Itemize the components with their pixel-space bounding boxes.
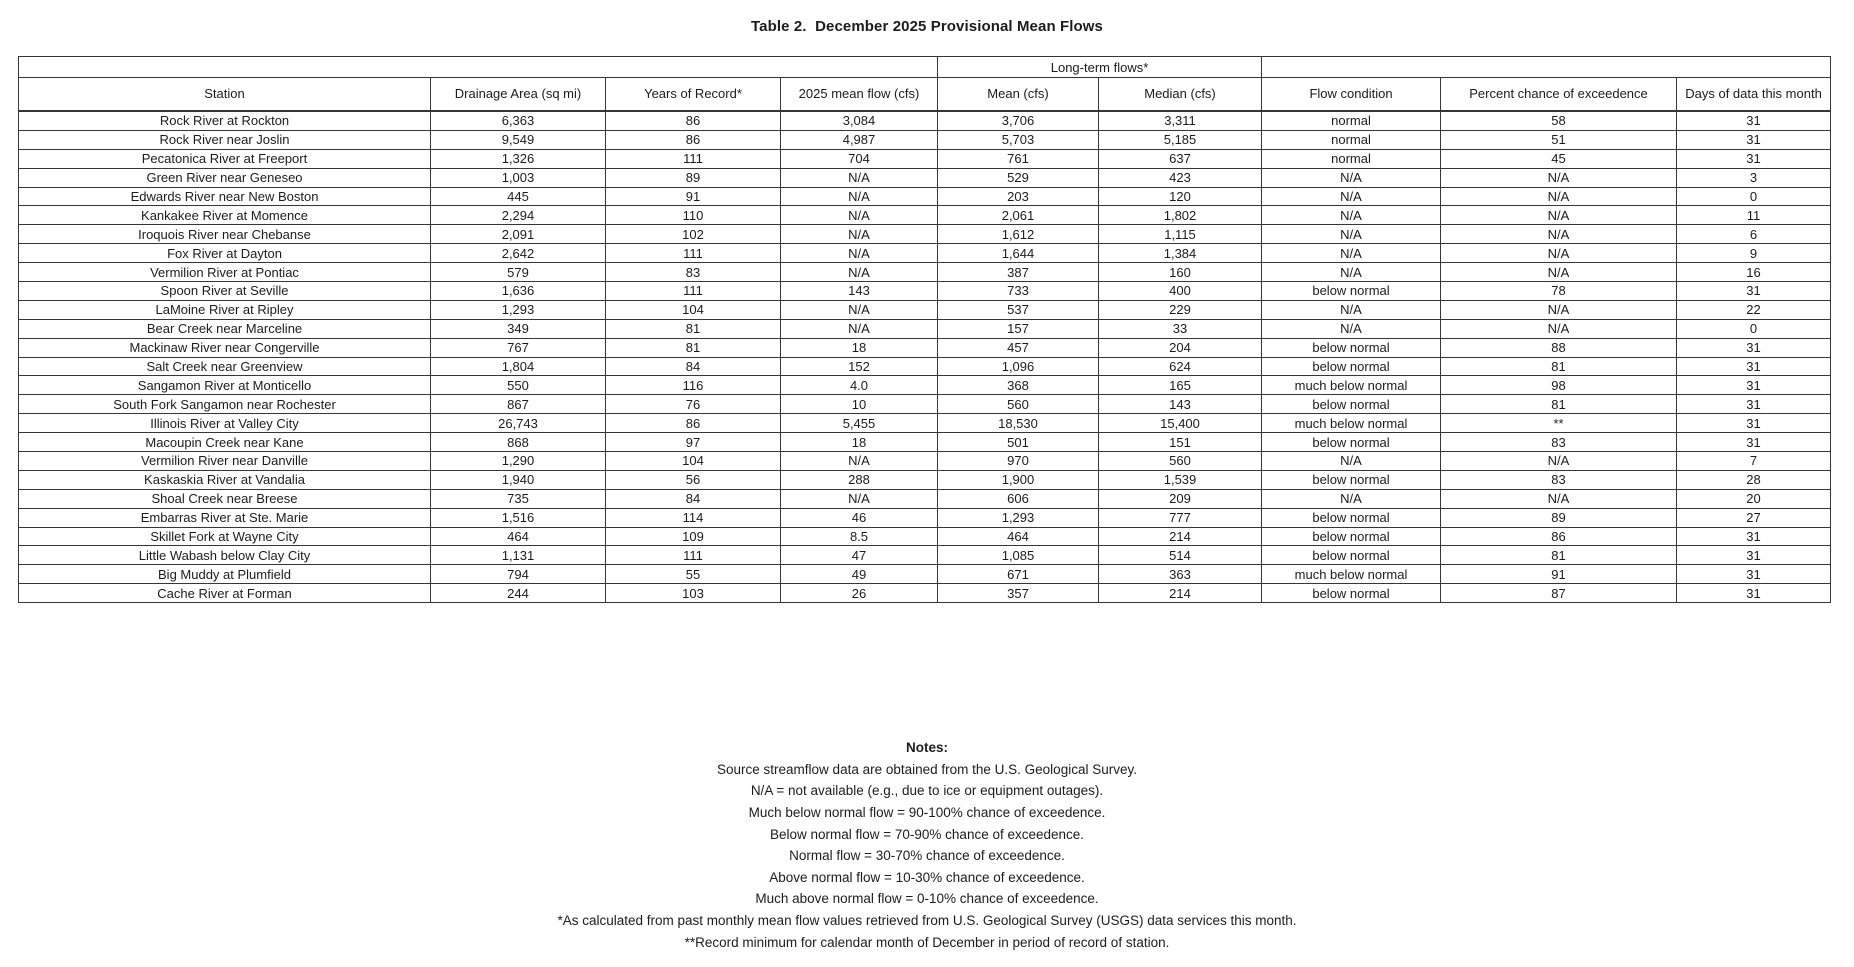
cell-flow-condition: below normal [1262, 508, 1441, 527]
cell-longterm-median: 637 [1099, 149, 1262, 168]
notes-heading: Notes: [905, 740, 948, 756]
cell-years-of-record: 89 [606, 168, 781, 187]
cell-flow-condition: normal [1262, 130, 1441, 149]
cell-longterm-mean: 357 [938, 584, 1099, 603]
cell-years-of-record: 111 [606, 149, 781, 168]
note-line: Normal flow = 30-70% chance of exceedence. [789, 848, 1065, 864]
cell-flow-condition: below normal [1262, 338, 1441, 357]
cell-station: Illinois River at Valley City [19, 414, 431, 433]
group-header-empty-right [1262, 57, 1831, 78]
cell-flow-condition: N/A [1262, 263, 1441, 282]
cell-percent-chance: 89 [1441, 508, 1677, 527]
cell-drainage-area: 1,293 [431, 300, 606, 319]
cell-station: Edwards River near New Boston [19, 187, 431, 206]
cell-mean-flow-2025: N/A [781, 452, 938, 471]
cell-longterm-median: 151 [1099, 433, 1262, 452]
cell-years-of-record: 86 [606, 111, 781, 130]
column-header-days-of-data: Days of data this month [1677, 78, 1831, 112]
cell-station: Fox River at Dayton [19, 244, 431, 263]
cell-station: Vermilion River at Pontiac [19, 263, 431, 282]
cell-mean-flow-2025: 4.0 [781, 376, 938, 395]
group-header-long-term-flows: Long-term flows* [938, 57, 1262, 78]
cell-station: Kaskaskia River at Vandalia [19, 470, 431, 489]
cell-percent-chance: 91 [1441, 565, 1677, 584]
cell-station: South Fork Sangamon near Rochester [19, 395, 431, 414]
cell-days-of-data: 28 [1677, 470, 1831, 489]
cell-mean-flow-2025: 46 [781, 508, 938, 527]
cell-station: Macoupin Creek near Kane [19, 433, 431, 452]
cell-drainage-area: 1,636 [431, 282, 606, 301]
table-row [19, 470, 1831, 489]
cell-longterm-mean: 761 [938, 149, 1099, 168]
cell-flow-condition: below normal [1262, 282, 1441, 301]
cell-years-of-record: 81 [606, 319, 781, 338]
cell-percent-chance: N/A [1441, 300, 1677, 319]
column-header-drainage-area: Drainage Area (sq mi) [431, 78, 606, 112]
table-row [19, 565, 1831, 584]
cell-drainage-area: 868 [431, 433, 606, 452]
cell-station: Rock River near Joslin [19, 130, 431, 149]
cell-mean-flow-2025: N/A [781, 244, 938, 263]
cell-longterm-mean: 5,703 [938, 130, 1099, 149]
cell-drainage-area: 464 [431, 527, 606, 546]
cell-flow-condition: much below normal [1262, 565, 1441, 584]
cell-longterm-mean: 606 [938, 489, 1099, 508]
cell-percent-chance: N/A [1441, 187, 1677, 206]
cell-flow-condition: below normal [1262, 470, 1441, 489]
cell-longterm-mean: 157 [938, 319, 1099, 338]
cell-years-of-record: 104 [606, 452, 781, 471]
cell-drainage-area: 244 [431, 584, 606, 603]
cell-longterm-median: 5,185 [1099, 130, 1262, 149]
cell-longterm-mean: 501 [938, 433, 1099, 452]
cell-longterm-mean: 387 [938, 263, 1099, 282]
cell-flow-condition: N/A [1262, 206, 1441, 225]
table-row [19, 508, 1831, 527]
cell-mean-flow-2025: N/A [781, 489, 938, 508]
cell-station: Bear Creek near Marceline [19, 319, 431, 338]
notes-section [0, 737, 1854, 953]
cell-years-of-record: 91 [606, 187, 781, 206]
cell-flow-condition: below normal [1262, 584, 1441, 603]
cell-years-of-record: 110 [606, 206, 781, 225]
cell-longterm-median: 560 [1099, 452, 1262, 471]
cell-days-of-data: 31 [1677, 338, 1831, 357]
cell-longterm-median: 1,384 [1099, 244, 1262, 263]
cell-percent-chance: N/A [1441, 225, 1677, 244]
cell-longterm-median: 400 [1099, 282, 1262, 301]
cell-drainage-area: 735 [431, 489, 606, 508]
table-row [19, 168, 1831, 187]
cell-longterm-median: 777 [1099, 508, 1262, 527]
cell-days-of-data: 9 [1677, 244, 1831, 263]
cell-mean-flow-2025: 10 [781, 395, 938, 414]
cell-mean-flow-2025: N/A [781, 187, 938, 206]
table-row [19, 300, 1831, 319]
cell-longterm-mean: 203 [938, 187, 1099, 206]
cell-station: Skillet Fork at Wayne City [19, 527, 431, 546]
table-row [19, 206, 1831, 225]
cell-flow-condition: below normal [1262, 395, 1441, 414]
table-row [19, 357, 1831, 376]
cell-station: Cache River at Forman [19, 584, 431, 603]
cell-longterm-mean: 457 [938, 338, 1099, 357]
cell-mean-flow-2025: 8.5 [781, 527, 938, 546]
cell-years-of-record: 111 [606, 244, 781, 263]
cell-longterm-median: 229 [1099, 300, 1262, 319]
table-row [19, 149, 1831, 168]
cell-percent-chance: N/A [1441, 206, 1677, 225]
cell-mean-flow-2025: 152 [781, 357, 938, 376]
cell-percent-chance: N/A [1441, 319, 1677, 338]
cell-years-of-record: 103 [606, 584, 781, 603]
mean-flows-table [18, 56, 1831, 603]
cell-longterm-mean: 537 [938, 300, 1099, 319]
cell-drainage-area: 26,743 [431, 414, 606, 433]
cell-percent-chance: ** [1441, 414, 1677, 433]
cell-longterm-median: 423 [1099, 168, 1262, 187]
cell-station: Iroquois River near Chebanse [19, 225, 431, 244]
cell-days-of-data: 31 [1677, 376, 1831, 395]
cell-longterm-median: 143 [1099, 395, 1262, 414]
cell-longterm-mean: 970 [938, 452, 1099, 471]
cell-days-of-data: 20 [1677, 489, 1831, 508]
cell-longterm-median: 363 [1099, 565, 1262, 584]
cell-mean-flow-2025: N/A [781, 168, 938, 187]
table-row [19, 546, 1831, 565]
cell-drainage-area: 867 [431, 395, 606, 414]
cell-longterm-median: 214 [1099, 527, 1262, 546]
cell-station: LaMoine River at Ripley [19, 300, 431, 319]
cell-years-of-record: 84 [606, 489, 781, 508]
cell-days-of-data: 31 [1677, 527, 1831, 546]
cell-drainage-area: 550 [431, 376, 606, 395]
cell-longterm-mean: 1,293 [938, 508, 1099, 527]
page-title: Table 2. December 2025 Provisional Mean Flows [751, 18, 1103, 35]
cell-drainage-area: 1,290 [431, 452, 606, 471]
cell-drainage-area: 1,804 [431, 357, 606, 376]
cell-longterm-mean: 529 [938, 168, 1099, 187]
table-row [19, 527, 1831, 546]
cell-days-of-data: 31 [1677, 565, 1831, 584]
cell-days-of-data: 31 [1677, 357, 1831, 376]
cell-flow-condition: N/A [1262, 187, 1441, 206]
cell-flow-condition: N/A [1262, 244, 1441, 263]
cell-percent-chance: 86 [1441, 527, 1677, 546]
cell-mean-flow-2025: N/A [781, 319, 938, 338]
cell-longterm-median: 1,539 [1099, 470, 1262, 489]
cell-days-of-data: 0 [1677, 187, 1831, 206]
cell-longterm-mean: 2,061 [938, 206, 1099, 225]
cell-drainage-area: 767 [431, 338, 606, 357]
cell-percent-chance: 51 [1441, 130, 1677, 149]
cell-longterm-mean: 368 [938, 376, 1099, 395]
cell-days-of-data: 31 [1677, 433, 1831, 452]
note-line: *As calculated from past monthly mean flow values retrieved from U.S. Geological Survey (USGS) data services this month. [557, 912, 1297, 928]
table-header [19, 57, 1831, 112]
cell-percent-chance: N/A [1441, 168, 1677, 187]
cell-station: Rock River at Rockton [19, 111, 431, 130]
group-header-row [19, 57, 1831, 78]
cell-mean-flow-2025: 26 [781, 584, 938, 603]
cell-longterm-mean: 733 [938, 282, 1099, 301]
cell-days-of-data: 27 [1677, 508, 1831, 527]
cell-station: Little Wabash below Clay City [19, 546, 431, 565]
cell-percent-chance: 45 [1441, 149, 1677, 168]
table-row [19, 376, 1831, 395]
note-line: Above normal flow = 10-30% chance of exceedence. [769, 869, 1085, 885]
cell-drainage-area: 2,091 [431, 225, 606, 244]
cell-station: Shoal Creek near Breese [19, 489, 431, 508]
cell-mean-flow-2025: 4,987 [781, 130, 938, 149]
cell-station: Pecatonica River at Freeport [19, 149, 431, 168]
notes-lines [0, 759, 1854, 953]
column-header-longterm-mean: Mean (cfs) [938, 78, 1099, 112]
table-row [19, 111, 1831, 130]
cell-drainage-area: 579 [431, 263, 606, 282]
cell-years-of-record: 116 [606, 376, 781, 395]
column-header-years-of-record: Years of Record* [606, 78, 781, 112]
cell-drainage-area: 1,940 [431, 470, 606, 489]
cell-longterm-median: 209 [1099, 489, 1262, 508]
cell-years-of-record: 84 [606, 357, 781, 376]
cell-flow-condition: N/A [1262, 452, 1441, 471]
cell-flow-condition: N/A [1262, 319, 1441, 338]
cell-days-of-data: 31 [1677, 282, 1831, 301]
cell-longterm-median: 165 [1099, 376, 1262, 395]
column-header-station: Station [19, 78, 431, 112]
table-row [19, 338, 1831, 357]
cell-drainage-area: 349 [431, 319, 606, 338]
table-row [19, 187, 1831, 206]
cell-station: Green River near Geneseo [19, 168, 431, 187]
cell-days-of-data: 31 [1677, 546, 1831, 565]
cell-longterm-median: 33 [1099, 319, 1262, 338]
cell-longterm-mean: 18,530 [938, 414, 1099, 433]
cell-drainage-area: 2,294 [431, 206, 606, 225]
cell-days-of-data: 11 [1677, 206, 1831, 225]
cell-percent-chance: 88 [1441, 338, 1677, 357]
table-row [19, 489, 1831, 508]
cell-flow-condition: below normal [1262, 527, 1441, 546]
cell-drainage-area: 1,131 [431, 546, 606, 565]
cell-percent-chance: 98 [1441, 376, 1677, 395]
cell-mean-flow-2025: 3,084 [781, 111, 938, 130]
cell-drainage-area: 2,642 [431, 244, 606, 263]
table-row [19, 414, 1831, 433]
cell-mean-flow-2025: 288 [781, 470, 938, 489]
cell-station: Salt Creek near Greenview [19, 357, 431, 376]
cell-mean-flow-2025: 143 [781, 282, 938, 301]
cell-years-of-record: 109 [606, 527, 781, 546]
cell-years-of-record: 86 [606, 130, 781, 149]
cell-mean-flow-2025: N/A [781, 225, 938, 244]
table-row [19, 130, 1831, 149]
cell-mean-flow-2025: N/A [781, 300, 938, 319]
cell-longterm-median: 1,115 [1099, 225, 1262, 244]
cell-longterm-median: 120 [1099, 187, 1262, 206]
column-header-percent-chance: Percent chance of exceedence [1441, 78, 1677, 112]
cell-flow-condition: normal [1262, 111, 1441, 130]
column-header-flow-condition: Flow condition [1262, 78, 1441, 112]
table-row [19, 225, 1831, 244]
cell-years-of-record: 97 [606, 433, 781, 452]
cell-years-of-record: 81 [606, 338, 781, 357]
cell-percent-chance: 58 [1441, 111, 1677, 130]
note-line: Much below normal flow = 90-100% chance of exceedence. [748, 804, 1106, 820]
cell-longterm-median: 1,802 [1099, 206, 1262, 225]
cell-longterm-mean: 560 [938, 395, 1099, 414]
cell-years-of-record: 102 [606, 225, 781, 244]
cell-years-of-record: 83 [606, 263, 781, 282]
column-header-longterm-median: Median (cfs) [1099, 78, 1262, 112]
cell-longterm-mean: 671 [938, 565, 1099, 584]
cell-percent-chance: 81 [1441, 546, 1677, 565]
cell-longterm-mean: 1,085 [938, 546, 1099, 565]
cell-longterm-median: 15,400 [1099, 414, 1262, 433]
cell-longterm-mean: 1,612 [938, 225, 1099, 244]
cell-flow-condition: much below normal [1262, 376, 1441, 395]
cell-drainage-area: 9,549 [431, 130, 606, 149]
cell-station: Vermilion River near Danville [19, 452, 431, 471]
cell-mean-flow-2025: 47 [781, 546, 938, 565]
cell-longterm-median: 160 [1099, 263, 1262, 282]
cell-days-of-data: 0 [1677, 319, 1831, 338]
cell-days-of-data: 31 [1677, 414, 1831, 433]
cell-flow-condition: below normal [1262, 546, 1441, 565]
cell-days-of-data: 6 [1677, 225, 1831, 244]
cell-percent-chance: N/A [1441, 452, 1677, 471]
cell-days-of-data: 31 [1677, 111, 1831, 130]
column-header-mean-flow-2025: 2025 mean flow (cfs) [781, 78, 938, 112]
cell-longterm-median: 214 [1099, 584, 1262, 603]
cell-percent-chance: 78 [1441, 282, 1677, 301]
note-line: Below normal flow = 70-90% chance of exceedence. [769, 826, 1085, 842]
cell-years-of-record: 55 [606, 565, 781, 584]
cell-mean-flow-2025: 18 [781, 433, 938, 452]
cell-mean-flow-2025: N/A [781, 206, 938, 225]
cell-mean-flow-2025: N/A [781, 263, 938, 282]
cell-percent-chance: 81 [1441, 395, 1677, 414]
group-header-empty-left [19, 57, 938, 78]
cell-drainage-area: 1,516 [431, 508, 606, 527]
cell-days-of-data: 7 [1677, 452, 1831, 471]
table-row [19, 319, 1831, 338]
cell-days-of-data: 3 [1677, 168, 1831, 187]
cell-mean-flow-2025: 5,455 [781, 414, 938, 433]
table-row [19, 584, 1831, 603]
note-line: **Record minimum for calendar month of December in period of record of station. [684, 934, 1170, 950]
cell-days-of-data: 22 [1677, 300, 1831, 319]
cell-mean-flow-2025: 704 [781, 149, 938, 168]
cell-flow-condition: N/A [1262, 300, 1441, 319]
cell-station: Mackinaw River near Congerville [19, 338, 431, 357]
cell-percent-chance: 83 [1441, 470, 1677, 489]
cell-longterm-mean: 464 [938, 527, 1099, 546]
cell-station: Big Muddy at Plumfield [19, 565, 431, 584]
cell-years-of-record: 86 [606, 414, 781, 433]
cell-percent-chance: N/A [1441, 263, 1677, 282]
cell-days-of-data: 31 [1677, 395, 1831, 414]
note-line: Much above normal flow = 0-10% chance of exceedence. [755, 891, 1099, 907]
cell-station: Kankakee River at Momence [19, 206, 431, 225]
cell-days-of-data: 31 [1677, 130, 1831, 149]
cell-percent-chance: N/A [1441, 489, 1677, 508]
table-row [19, 433, 1831, 452]
cell-flow-condition: N/A [1262, 168, 1441, 187]
cell-flow-condition: much below normal [1262, 414, 1441, 433]
cell-flow-condition: normal [1262, 149, 1441, 168]
table-row [19, 282, 1831, 301]
cell-mean-flow-2025: 18 [781, 338, 938, 357]
cell-drainage-area: 6,363 [431, 111, 606, 130]
table-row [19, 263, 1831, 282]
cell-longterm-median: 514 [1099, 546, 1262, 565]
cell-percent-chance: 81 [1441, 357, 1677, 376]
table-body [19, 111, 1831, 603]
cell-flow-condition: below normal [1262, 433, 1441, 452]
cell-station: Spoon River at Seville [19, 282, 431, 301]
cell-longterm-mean: 1,644 [938, 244, 1099, 263]
cell-days-of-data: 31 [1677, 149, 1831, 168]
cell-drainage-area: 794 [431, 565, 606, 584]
cell-station: Embarras River at Ste. Marie [19, 508, 431, 527]
cell-station: Sangamon River at Monticello [19, 376, 431, 395]
cell-years-of-record: 114 [606, 508, 781, 527]
table-row [19, 244, 1831, 263]
cell-longterm-median: 3,311 [1099, 111, 1262, 130]
cell-percent-chance: 87 [1441, 584, 1677, 603]
note-line: N/A = not available (e.g., due to ice or equipment outages). [750, 783, 1104, 799]
cell-years-of-record: 111 [606, 546, 781, 565]
cell-longterm-mean: 3,706 [938, 111, 1099, 130]
cell-percent-chance: 83 [1441, 433, 1677, 452]
cell-longterm-median: 204 [1099, 338, 1262, 357]
column-header-row [19, 78, 1831, 112]
table-row [19, 395, 1831, 414]
cell-years-of-record: 111 [606, 282, 781, 301]
cell-longterm-mean: 1,900 [938, 470, 1099, 489]
cell-years-of-record: 104 [606, 300, 781, 319]
cell-drainage-area: 445 [431, 187, 606, 206]
cell-years-of-record: 76 [606, 395, 781, 414]
cell-days-of-data: 16 [1677, 263, 1831, 282]
note-line: Source streamflow data are obtained from the U.S. Geological Survey. [717, 761, 1137, 777]
cell-flow-condition: N/A [1262, 225, 1441, 244]
cell-longterm-median: 624 [1099, 357, 1262, 376]
table-row [19, 452, 1831, 471]
cell-drainage-area: 1,326 [431, 149, 606, 168]
cell-flow-condition: below normal [1262, 357, 1441, 376]
cell-percent-chance: N/A [1441, 244, 1677, 263]
cell-drainage-area: 1,003 [431, 168, 606, 187]
cell-days-of-data: 31 [1677, 584, 1831, 603]
cell-mean-flow-2025: 49 [781, 565, 938, 584]
cell-years-of-record: 56 [606, 470, 781, 489]
cell-flow-condition: N/A [1262, 489, 1441, 508]
cell-longterm-mean: 1,096 [938, 357, 1099, 376]
